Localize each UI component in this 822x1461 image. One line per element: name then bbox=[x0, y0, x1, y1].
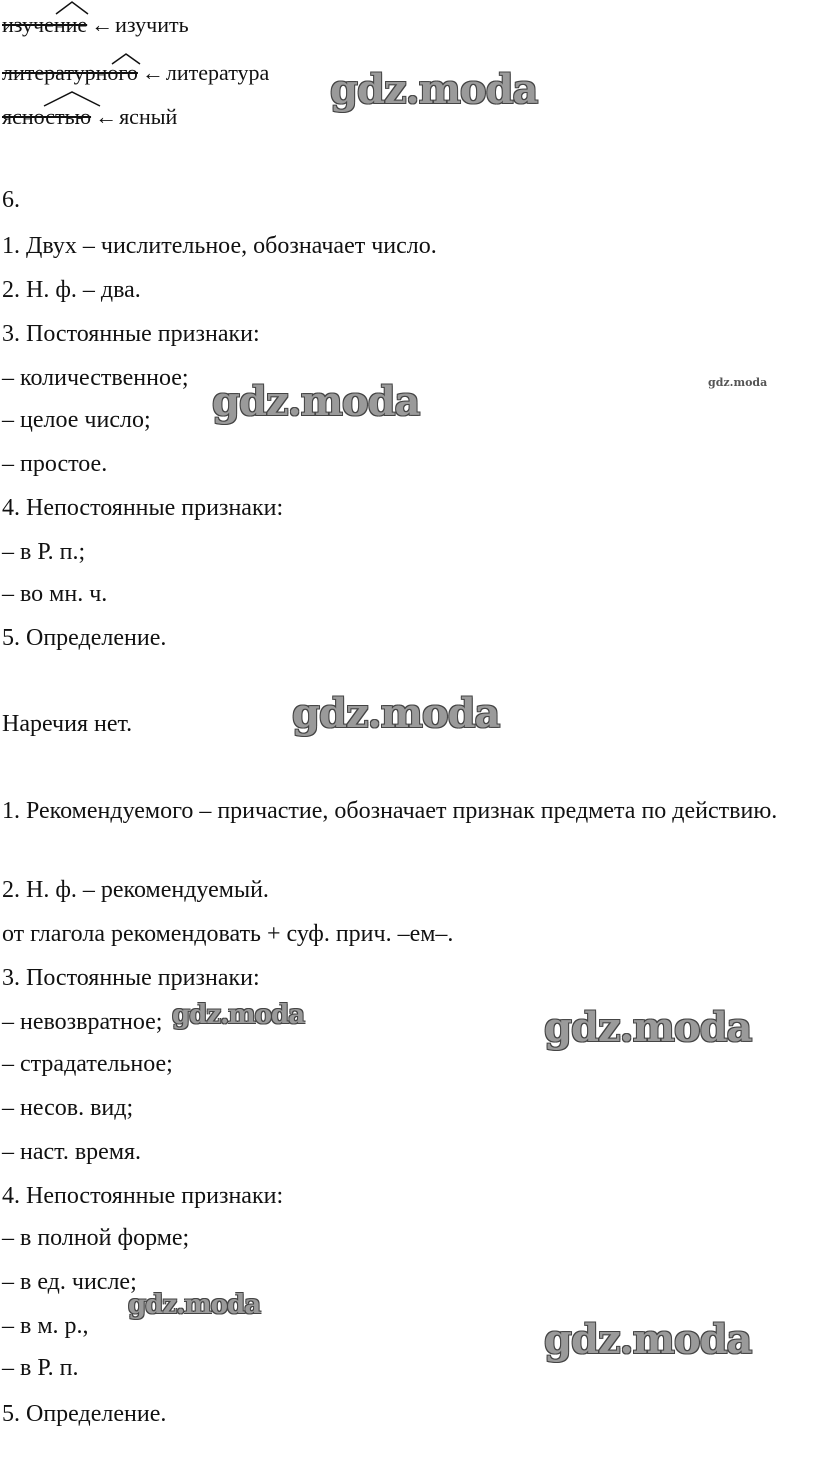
source-word: литература bbox=[165, 60, 270, 85]
source-word: ясный bbox=[119, 104, 178, 129]
watermark: gdz.moda bbox=[544, 1316, 752, 1363]
analysis-line: – в полной форме; bbox=[2, 1225, 190, 1251]
watermark: gdz.moda bbox=[172, 1000, 305, 1030]
derived-word: изучение bbox=[2, 12, 88, 37]
derived-word: литературного bbox=[2, 60, 138, 85]
watermark: gdz.moda bbox=[212, 378, 420, 425]
adverb-note: Наречия нет. bbox=[2, 711, 133, 737]
derived-word: ясностью bbox=[2, 104, 92, 129]
analysis-line: 2. Н. ф. – два. bbox=[2, 277, 141, 303]
derivation-arrow: ← bbox=[91, 12, 114, 37]
analysis-line: – несов. вид; bbox=[2, 1095, 134, 1121]
analysis-line: 3. Постоянные признаки: bbox=[2, 965, 260, 991]
watermark: gdz.moda bbox=[128, 1290, 261, 1320]
watermark: gdz.moda bbox=[708, 376, 768, 389]
analysis-line: 4. Непостоянные признаки: bbox=[2, 495, 284, 521]
suffix-cap-icon bbox=[110, 52, 142, 66]
section-number: 6. bbox=[2, 187, 20, 213]
analysis-line: – невозвратное; bbox=[2, 1009, 163, 1035]
derivation-arrow: ← bbox=[141, 60, 164, 85]
watermark: gdz.moda bbox=[544, 1004, 752, 1051]
analysis-line: от глагола рекомендовать + суф. прич. –ем–. bbox=[2, 921, 454, 947]
analysis-line: – наст. время. bbox=[2, 1139, 142, 1165]
derivation-arrow: ← bbox=[95, 104, 118, 129]
watermark: gdz.moda bbox=[292, 690, 500, 737]
derivation-row bbox=[2, 104, 177, 130]
derivation-row bbox=[2, 60, 269, 86]
analysis-line: – в Р. п. bbox=[2, 1355, 79, 1381]
analysis-line: – в м. р., bbox=[2, 1313, 89, 1339]
analysis-line: 3. Постоянные признаки: bbox=[2, 321, 260, 347]
analysis-line: – количественное; bbox=[2, 365, 189, 391]
analysis-line: 1. Двух – числительное, обозначает число. bbox=[2, 233, 437, 259]
analysis-line: 5. Определение. bbox=[2, 625, 167, 651]
analysis-line: – целое число; bbox=[2, 407, 151, 433]
analysis-line: – простое. bbox=[2, 451, 108, 477]
analysis-line: 2. Н. ф. – рекомендуемый. bbox=[2, 877, 269, 903]
analysis-line: 4. Непостоянные признаки: bbox=[2, 1183, 284, 1209]
analysis-line: 5. Определение. bbox=[2, 1401, 167, 1427]
suffix-cap-icon bbox=[54, 0, 90, 16]
analysis-line: – страдательное; bbox=[2, 1051, 173, 1077]
analysis-line: – в Р. п.; bbox=[2, 539, 86, 565]
suffix-cap-icon bbox=[42, 90, 102, 108]
participle-intro: 1. Рекомендуемого – причастие, обозначает признак предмета по действию. bbox=[2, 798, 778, 824]
analysis-line: – во мн. ч. bbox=[2, 581, 108, 607]
source-word: изучить bbox=[115, 12, 189, 37]
analysis-line: – в ед. числе; bbox=[2, 1269, 137, 1295]
watermark: gdz.moda bbox=[330, 66, 538, 113]
derivation-row bbox=[2, 12, 189, 38]
